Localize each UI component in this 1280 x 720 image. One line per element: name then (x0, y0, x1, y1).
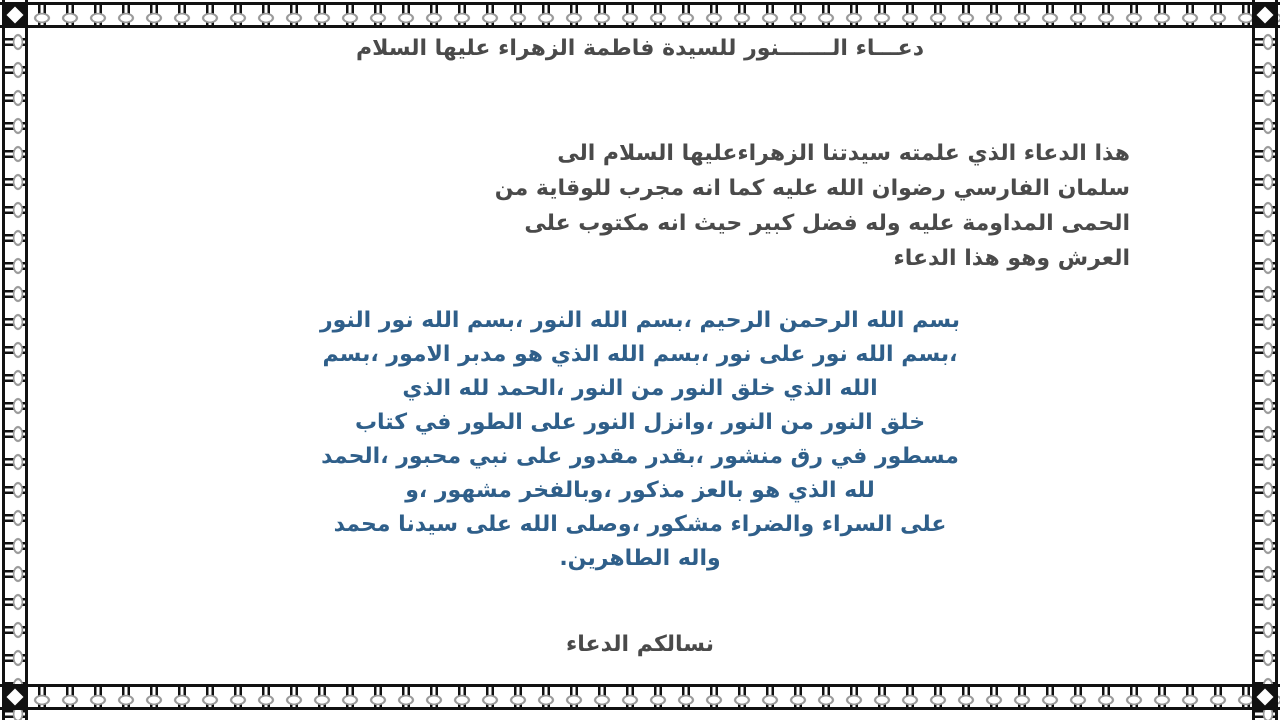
closing-request: نسالكم الدعاء (566, 632, 714, 657)
border-corner-ornament (2, 684, 28, 710)
prayer-line: مسطور في رق منشور ،بقدر مقدور على نبي محبور ،الحمد (321, 444, 959, 469)
decorative-border-top (0, 2, 1280, 28)
border-corner-ornament (2, 2, 28, 28)
prayer-line: ،بسم الله نور على نور ،بسم الله الذي هو مدبر الامور ،بسم (322, 342, 958, 367)
decorative-border-left (2, 0, 28, 720)
border-corner-ornament (1252, 684, 1278, 710)
document-body (60, 36, 1220, 676)
intro-line: سلمان الفارسي رضوان الله عليه كما انه مجرب للوقاية من (494, 176, 1130, 201)
decorative-border-bottom (0, 684, 1280, 710)
intro-paragraph (150, 136, 1130, 276)
prayer-line: خلق النور من النور ،وانزل النور على الطور في كتاب (354, 410, 926, 435)
intro-line: العرش وهو هذا الدعاء (893, 246, 1130, 271)
document-title: دعـــاء الـــــــنور للسيدة فاطمة الزهراء عليها السلام (355, 36, 924, 61)
prayer-text (150, 304, 1130, 576)
prayer-line: بسم الله الرحمن الرحيم ،بسم الله النور ،بسم الله نور النور (319, 308, 961, 333)
border-corner-ornament (1252, 2, 1278, 28)
prayer-line: الله الذي خلق النور من النور ،الحمد لله الذي (402, 376, 878, 401)
intro-line: هذا الدعاء الذي علمته سيدتنا الزهراءعليها السلام الى (557, 141, 1130, 166)
prayer-line: لله الذي هو بالعز مذكور ،وبالفخر مشهور ،و (405, 478, 875, 503)
prayer-line: على السراء والضراء مشكور ،وصلى الله على سيدنا محمد (333, 512, 947, 537)
prayer-line: واله الطاهرين. (559, 546, 721, 571)
intro-line: الحمى المداومة عليه وله فضل كبير حيث انه مكتوب على (524, 211, 1130, 236)
decorative-border-right (1252, 0, 1278, 720)
